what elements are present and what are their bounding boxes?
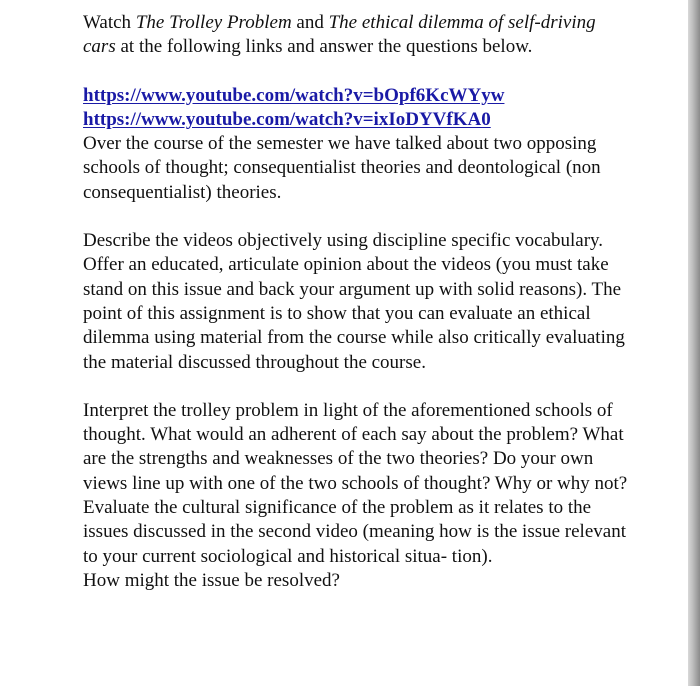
assignment-text (83, 11, 628, 593)
intro-and: and (291, 12, 329, 33)
video-title-self-driving: The ethical dilemma of self-driving cars (83, 12, 596, 58)
interpret-paragraph: Interpret the trolley problem in light of the aforementioned schools of thought. What would an adherent of each say about the problem? What are the strengths and weaknesses of the two theories? Do your own views line up with one of the two schools of thought? Why or why not? Evaluate the cultural significance of the problem as it relates to the issues discussed in the second video (meaning how is the issue relevant to your current sociological and historical situa- tion). (83, 399, 628, 567)
video-title-trolley: The Trolley Problem (135, 12, 292, 33)
resolve-question: How might the issue be resolved? (83, 569, 340, 591)
describe-paragraph: Describe the videos objectively using discipline specific vocabulary. Offer an educated, articulate opinion about the videos (you must take stand on this issue and back your argument up with solid reasons). The point of this assignment is to show that you can evaluate an ethical dilemma using material from the course while also critically evaluating the material discussed throughout the course. (83, 230, 625, 373)
video-links (83, 84, 628, 133)
schools-paragraph: Over the course of the semester we have talked about two opposing schools of thought; consequentialist theories and deontological (non consequentialist) theories. (83, 133, 601, 203)
intro-paragraph (83, 11, 628, 60)
page-edge-shadow (688, 0, 700, 686)
intro-prefix: Watch (83, 12, 136, 33)
video-link-1[interactable]: https://www.youtube.com/watch?v=bOpf6KcWYyw (83, 84, 505, 106)
intro-suffix: at the following links and answer the questions below. (115, 36, 533, 58)
video-link-2[interactable]: https://www.youtube.com/watch?v=ixIoDYVfKA0 (83, 108, 491, 130)
